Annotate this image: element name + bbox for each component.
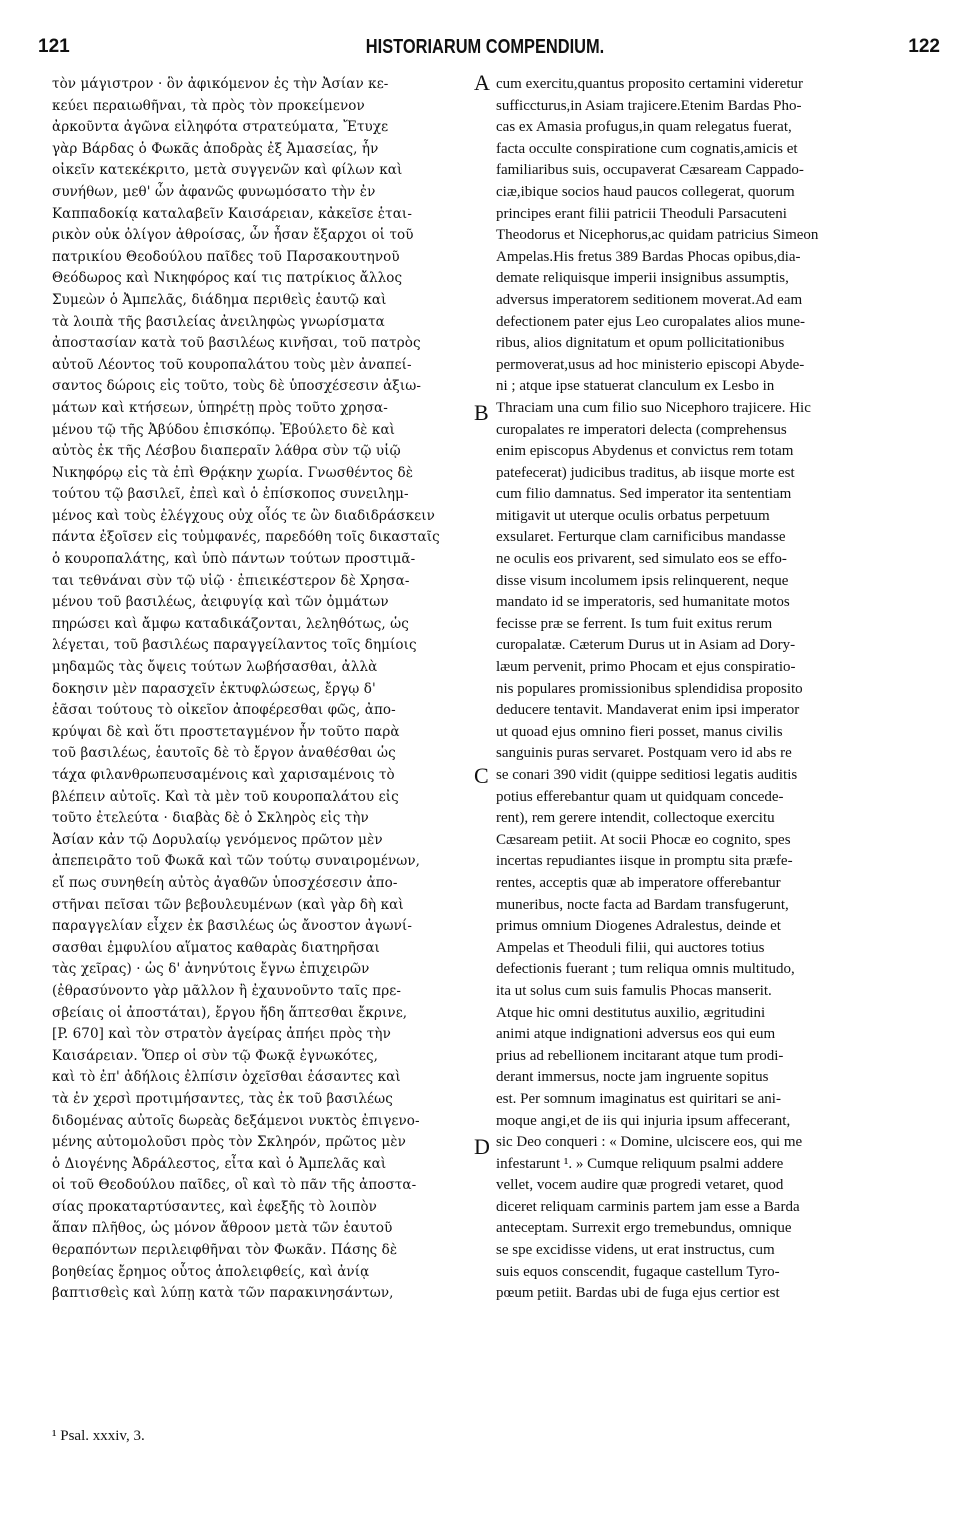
greek-line: βοηθείας ἔρημος οὗτος ἀπολειφθείς, καὶ ἀνίᾳ [52, 1263, 370, 1280]
latin-line: patefecerat) judicibus traditus, ab iisque morte est [496, 464, 795, 481]
latin-line: se conari 390 vidit (quippe seditiosi legatis auditis [496, 767, 798, 783]
greek-line: ἀπεπειρᾶτο τοῦ Φωκᾶ καὶ τῶν τούτῳ συναιρομένων, [52, 853, 421, 870]
latin-line: demate reliquisque imperii insignibus assumptis, [496, 270, 789, 287]
greek-line: μηδαμῶς τὰς ὄψεις τούτων λωβήσασθαι, ἀλλὰ [52, 659, 378, 676]
latin-line: Cæsaream petiit. At socii Phocæ eo cognito, spes [496, 831, 791, 848]
latin-line: cum filio damnatus. Sed imperator ita sententiam [496, 486, 792, 503]
section-marker-d: D [474, 1134, 490, 1159]
latin-line: diceret reliquam carminis partem jam esse a Barda [496, 1198, 800, 1215]
latin-line: cas ex Amasia profugus,in quam relegatus fuerat, [496, 119, 792, 136]
latin-line: ita ut solus cum suis famulis Phocas manserit. [496, 982, 772, 999]
greek-line: τὰς χεῖρας) · ὡς δ' ἀνηνύτοις ἔγνω ἐπιχειρῶν [52, 961, 370, 978]
greek-line: μένος καὶ τοὺς ἐλέγχους οὐχ οἷός τε ὢν διαδιδράσκειν [52, 507, 435, 524]
greek-line: γὰρ Βάρδας ὁ Φωκᾶς ἀποδρὰς ἐξ Ἀμασείας, ἧν [52, 140, 379, 157]
greek-line: στῆναι πεῖσαι τῶν βεβουλευμένων (καὶ γὰρ δὴ καὶ [52, 896, 404, 913]
greek-line: συνήθων, μεθ' ὧν ἀφανῶς φυνωμόσατο τὴν ἐν [52, 183, 376, 200]
greek-line: βλέπειν αὐτοῖς. Καὶ τὰ μὲν τοῦ κουροπαλάτου εἰς [52, 788, 399, 805]
greek-line: τὰ λοιπὰ τῆς βασιλείας ἀνειληφὼς γνωρίσματα [52, 313, 385, 330]
latin-line: sanguinis puras servaret. Postquam vero id abs re [496, 745, 792, 762]
latin-line: se spe excidisse videns, ut erat instructus, cum [496, 1242, 775, 1259]
greek-line: Καισάρειαν. Ὅπερ οἱ σὺν τῷ Φωκᾷ ἐγνωκότες, [52, 1047, 378, 1064]
greek-line: τάχα φιλανθρωπευσαμένοις καὶ χαρισαμένοις τὸ [52, 767, 395, 783]
greek-line: ἐᾶσαι τούτους τὸ οἰκεῖον ἀποφέρεσθαι φῶς, ἀπο- [52, 702, 396, 719]
latin-line: animi atque indignationi adversus eos qui eum [496, 1026, 776, 1043]
greek-line: τούτου τῷ βασιλεῖ, ἐπεὶ καὶ ὁ ἐπίσκοπος συνειλημ- [52, 486, 409, 503]
greek-line: πηρώσει καὶ ἄμφω καταδικάζονται, λεληθότως, ὡς [52, 615, 409, 632]
latin-line: exsularet. Ferturque clam carnificibus mandasse [496, 529, 786, 546]
greek-line: οἱ τοῦ Θεοδούλου παῖδες, οἳ καὶ τὸ πᾶν τῆς ἀποστα- [52, 1177, 417, 1194]
latin-line: Theodorus et Nicephorus,ac quidam patricius Simeon [496, 227, 819, 244]
greek-line: σαντος δώροις εἰς τοῦτο, τοὺς δὲ ὑποσχέσεσιν ἀξιω- [52, 378, 421, 395]
greek-line: θεραπόντων περιλειφθῆναι τὸν Φωκᾶν. Πάσης δὲ [52, 1242, 398, 1259]
latin-line: rentes, acceptis quæ ab imperatore offerebantur [496, 874, 781, 891]
latin-line: læum pervenit, primo Phocam et ejus conspiratio- [496, 659, 796, 676]
greek-column [52, 74, 472, 1305]
latin-line: adversus imperatorem seditionem moverat.Ad eam [496, 291, 803, 308]
latin-line: ne oculis eos privarent, sed simulato eos se effo- [496, 551, 787, 568]
greek-line: ται τεθνάναι σὺν τῷ υἱῷ · ἐπιεικέστερον δὲ Χρησα- [52, 572, 410, 589]
latin-line: familiaribus suis, occupaverat Cæsaream Cappado- [496, 162, 804, 179]
greek-line: μένου τῷ τῆς Ἀβύδου ἐπισκόπῳ. Ἐβούλετο δὲ καὶ [52, 421, 396, 438]
latin-line: Ampelas.His fretus 389 Bardas Phocas opibus,dia- [496, 248, 801, 265]
footnote: ¹ Psal. xxxiv, 3. [52, 1428, 145, 1444]
page-header [30, 36, 940, 66]
latin-line: ut quoad ejus omnino fieri posset, manus civilis [496, 723, 783, 740]
latin-line: mandato id se imperatoris, sed humanitate motos [496, 594, 790, 611]
greek-line: αὐτοῦ Λέοντος τοῦ κουροπαλάτου τοὺς μὲν ἀναπεί- [52, 356, 412, 373]
greek-line: σίας προκαταρτύσαντες, καὶ ἐφεξῆς τὸ λοιπὸν [52, 1198, 377, 1215]
greek-line: παραγγελίαν εἶχεν ἐκ βασιλέως ὡς ἄνοστον ἀγωνί- [52, 918, 412, 935]
latin-line: permoverat,usus ad hoc ministerio episcopi Abyde- [496, 356, 805, 373]
greek-line: διδομένας αὐτοῖς δωρεὰς δεξάμενοι νυκτὸς ἐπιγενο- [52, 1112, 420, 1129]
latin-line: sufficcturus,in Asiam trajicere.Etenim Bardas Pho- [496, 97, 802, 114]
greek-line: κρύψαι δὲ καὶ ὅτι προστεταγμένον ἦν τοῦτο παρὰ [52, 723, 400, 740]
greek-line: βαπτισθεὶς καὶ λύπῃ κατὰ τῶν παρακινησάντων, [52, 1285, 394, 1302]
latin-line: rent), rem gerere intendit, collectoque exercitu [496, 810, 775, 827]
greek-line: πατρικίου Θεοδούλου παῖδες τοῦ Παρσακουτηνοῦ [52, 248, 400, 265]
greek-line: μένης αὐτομολοῦσι πρὸς τὸν Σκληρόν, πρῶτος μὲν [52, 1134, 406, 1151]
greek-line: ὁ κουροπαλάτης, καὶ ὑπὸ πάντων τούτων προστιμᾶ- [52, 551, 416, 568]
latin-line: ribus, alios dignitatum et opum pollicitationibus [496, 335, 785, 352]
greek-line: τοῦτο ἐτελεύτα · διαβὰς δὲ ὁ Σκληρὸς εἰς τὴν [52, 810, 369, 827]
page-number-left: 121 [38, 36, 70, 57]
greek-line: αὐτὸς ἐκ τῆς Λέσβου διαπεραῖν λάθρα σὺν τῷ υἱῷ [52, 443, 401, 460]
greek-line: ὁ Διογένης Ἀδράλεστος, εἶτα καὶ ὁ Ἀμπελᾶς καὶ [52, 1155, 387, 1172]
latin-line: ciæ,ibique socios haud paucos collegerat, quorum [496, 183, 795, 200]
greek-line: Θεόδωρος καὶ Νικηφόρος καί τις πατρίκιος ἄλλος [52, 270, 403, 287]
greek-line: λέγεται, τοῦ βασιλέως παραγγείλαντος τοῖς δημίοις [52, 637, 417, 654]
greek-line: πάντα ἐξοῖσεν εἰς τοὐμφανές, παρεδόθη τοῖς δικασταῖς [52, 529, 440, 546]
greek-line: τὰ ἐν χερσὶ προτιμήσαντες, τὰς ἐκ τοῦ βασιλέως [52, 1090, 393, 1107]
latin-line: suis equos conscendit, fugaque castellum Tyro- [496, 1263, 780, 1280]
latin-line: sic Deo conqueri : « Domine, ulciscere eos, qui me [496, 1134, 803, 1151]
latin-line: muneribus, nocte facta ad Bardam transfugerunt, [496, 896, 789, 913]
latin-line: potius efferebantur quam ut quidquam concede- [496, 788, 784, 805]
greek-line: Συμεὼν ὁ Ἀμπελᾶς, διάδημα περιθεὶς ἑαυτῷ καὶ [52, 291, 387, 308]
page-number-right: 122 [908, 36, 940, 57]
greek-line: ἀποστασίαν κατὰ τοῦ βασιλέως κινῆσαι, τοῦ πατρὸς [52, 335, 421, 352]
latin-line: incertas repudiantes iisque in promptu sita præfe- [496, 853, 793, 870]
latin-line: ni ; atque ipse statuerat clanculum ex Lesbo in [496, 378, 775, 395]
latin-column [496, 74, 934, 1305]
latin-line: Atque hic omni destitutus auxilio, ægritudini [496, 1004, 766, 1021]
greek-line: Καππαδοκίᾳ καταλαβεῖν Καισάρειαν, κἀκεῖσε ἑται- [52, 205, 412, 222]
latin-line: defectionis fuerant ; tum reliqua omnis multitudo, [496, 961, 795, 978]
greek-line: [P. 670] καὶ τὸν στρατὸν ἀγείρας ἀπήει πρὸς τὴν [52, 1026, 391, 1043]
greek-line: τὸν μάγιστρον · ὃν ἀφικόμενον ἐς τὴν Ἀσίαν κε- [52, 76, 389, 92]
latin-line: principes erant filii patricii Theoduli Parsacuteni [496, 205, 787, 222]
greek-line: ἅπαν πλῆθος, ὡς μόνον ἄθροον μετὰ τῶν ἑαυτοῦ [52, 1220, 393, 1237]
latin-line: curopalates re imperatori delecta (comprehensus [496, 421, 787, 438]
latin-line: facta occulte conspiratione cum cognatis,amicis et [496, 140, 798, 157]
greek-line: σβείαις οἱ ἀποστάται), ἔργου ἤδη ἅπτεσθαι ἔκρινε, [52, 1004, 408, 1021]
greek-line: κεύει περαιωθῆναι, τὰ πρὸς τὸν προκείμενον [52, 97, 365, 114]
latin-line: moque angi,et de iis qui injuria ipsum affecerant, [496, 1112, 791, 1129]
greek-line: καὶ τὸ ἐπ' ἀδήλοις ἐλπίσιν ὀχεῖσθαι ἐάσαντες καὶ [52, 1069, 401, 1086]
latin-line: mitigavit ut uterque oculis orbatus perpetuum [496, 507, 770, 524]
latin-line: pœum petiit. Bardas ubi de fuga ejus certior est [496, 1285, 780, 1302]
latin-line: curopalatæ. Cæterum Durus ut in Asiam ad Dory- [496, 637, 796, 654]
greek-line: Νικηφόρῳ εἰς τὰ ἐπὶ Θρᾴκην χωρία. Γνωσθέντος δὲ [52, 464, 414, 481]
greek-line: ρικὸν οὐκ ὀλίγον ἀθροίσας, ὧν ἦσαν ἔξαρχοι οἱ τοῦ [52, 227, 414, 244]
greek-line: Ἀσίαν κἀν τῷ Δορυλαίῳ γενόμενος πρῶτον μὲν [52, 831, 383, 848]
latin-line: fecisse præ se ferrent. Is tum fuit exitus rerum [496, 615, 773, 632]
latin-line: primus omnium Diogenes Adralestus, deinde et [496, 918, 781, 935]
section-marker-a: A [474, 70, 490, 95]
latin-line: disse visum incolumem ipsis relinquerent, neque [496, 572, 789, 589]
latin-line: anteceptam. Surrexit ergo tremebundus, omnique [496, 1220, 792, 1237]
latin-line: nis populares promissionibus splendidisa proposito [496, 680, 803, 697]
latin-line: enim episcopus Abydenus et convictus rem totam [496, 443, 794, 460]
section-marker-c: C [474, 763, 489, 788]
latin-line: prius ad rebellionem incitarant atque tum prodi- [496, 1047, 784, 1064]
latin-line: est. Per somnum imaginatus est quiritari se ani- [496, 1090, 781, 1107]
section-marker-b: B [474, 400, 489, 425]
greek-line: (ἐθρασύνοντο γὰρ μᾶλλον ἢ ἐχαυνοῦντο ταῖς πρε- [52, 982, 402, 999]
greek-line: δοκησιν μὲν παρασχεῖν ἐκτυφλώσεως, ἔργῳ δ' [52, 680, 376, 697]
latin-line: cum exercitu,quantus proposito certamini videretur [496, 76, 803, 92]
greek-line: μένου τοῦ βασιλέως, ἀειφυγίᾳ καὶ τῶν ὀμμάτων [52, 594, 389, 611]
latin-line: Ampelas et Theoduli filii, qui auctores totius [496, 939, 765, 956]
greek-line: ἀρκοῦντα ἀγῶνα εἰληφότα στρατεύματα, Ἔτυχε [52, 119, 389, 136]
latin-line: Thraciam una cum filio suo Nicephoro trajicere. Hic [496, 399, 811, 416]
greek-line: μάτων καὶ κτήσεων, ὑπηρέτῃ πρὸς τοῦτο χρησα- [52, 399, 388, 416]
latin-line: vellet, vocem audire quæ progredi vetaret, quod [496, 1177, 784, 1194]
greek-line: τοῦ βασιλέως, ἑαυτοῖς δὲ τὸ ἔργον ἀναθέσθαι ὡς [52, 745, 396, 762]
latin-line: derant immersus, nocte jam ingruente sopitus [496, 1069, 769, 1086]
greek-line: οἰκεῖν κατεκέκριτο, μετὰ συγγενῶν καὶ φίλων καὶ [52, 162, 403, 179]
latin-line: defectionem pater ejus Leo curopalates alios mune- [496, 313, 806, 330]
greek-line: σασθαι ἐμφυλίου αἵματος καθαρὰς διατηρῆσαι [52, 939, 380, 956]
latin-line: infestarunt ¹. » Cumque reliquum psalmi addere [496, 1155, 784, 1172]
latin-line: deducere tentavit. Mandaverat enim ipsi imperator [496, 702, 800, 719]
running-title: HISTORIARUM COMPENDIUM. [365, 36, 605, 58]
greek-line: εἴ πως συνηθείη αὐτὸς ἀγαθῶν ὑποσχέσεσιν ἀπο- [52, 874, 398, 891]
